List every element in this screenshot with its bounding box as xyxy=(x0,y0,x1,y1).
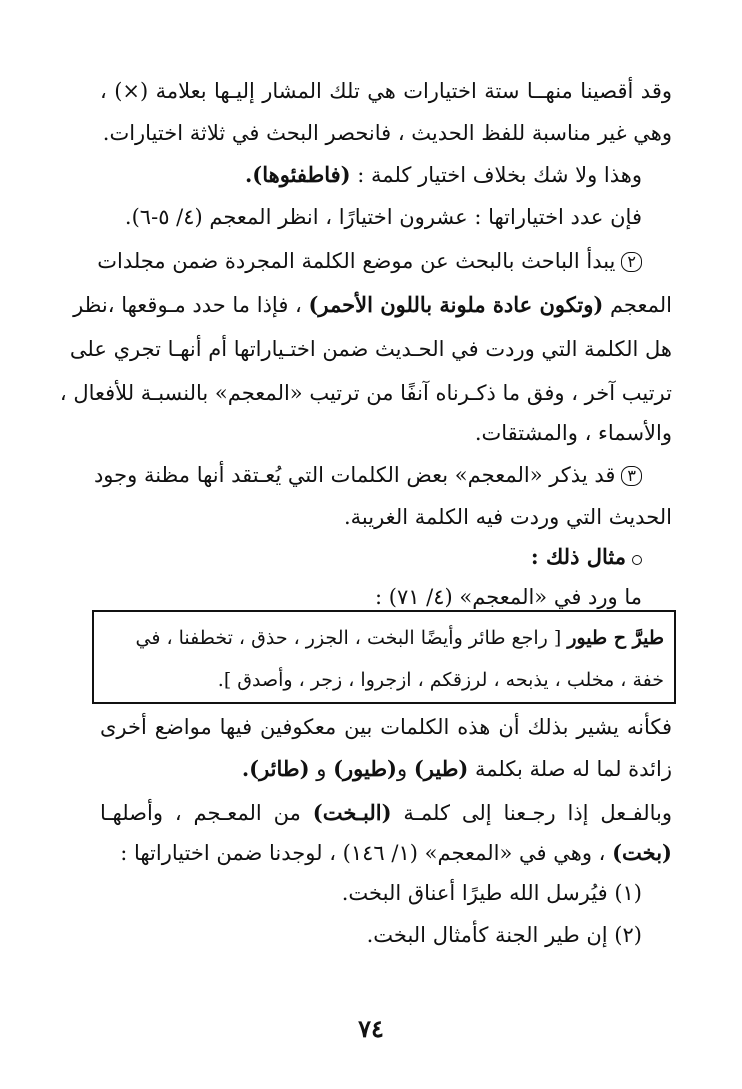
text-line-18-b: ، وهي في «المعجم» (١/ ١٤٦) ، لوجدنا ضمن اختياراتها : xyxy=(120,841,613,865)
text-line-17 xyxy=(100,798,672,828)
text-line-19: (١) فيُرسل الله طيرًا أعناق البخت. xyxy=(341,881,642,905)
text-line-17-a: وبالفـعل إذا رجـعنا إلى كلمـة xyxy=(391,801,672,825)
text-line-16-f: (طائر). xyxy=(241,756,310,781)
box-head: طيرَّ ح طيور xyxy=(567,627,664,649)
text-line-15: فكأنه يشير بذلك أن هذه الكلمات بين معكوفين فيها مواضع أخرى xyxy=(100,715,672,739)
text-line-18 xyxy=(100,838,672,868)
box-line-1 xyxy=(102,624,664,652)
text-line-20: (٢) إن طير الجنة كأمثال البخت. xyxy=(366,923,642,947)
text-line-3-b: (فاطفئوها). xyxy=(245,162,351,187)
text-line-12 xyxy=(100,542,672,572)
box-line-2: خفة ، مخلب ، يذبحه ، لرزقكم ، ازجروا ، زجر ، وأصدق ]. xyxy=(217,669,664,691)
text-line-1: وقد أقصينا منهــا ستة اختيارات هي تلك المشار إليـها بعلامة (×) ، xyxy=(100,79,672,103)
text-line-17-c: من المعـجم ، وأصلهـا xyxy=(100,801,313,825)
text-line-10-a: قد يذكر «المعجم» بعض الكلمات التي يُعـتقد أنها مظنة وجود xyxy=(93,463,616,487)
text-line-16-e: و xyxy=(309,757,334,781)
text-line-2: وهي غير مناسبة للفظ الحديث ، فانحصر البحث في ثلاثة اختيارات. xyxy=(102,121,672,145)
text-line-6-b: (وتكون عادة ملونة باللون الأحمر) xyxy=(308,292,604,317)
text-line-6 xyxy=(73,290,672,320)
text-line-13: ما ورد في «المعجم» (٤/ ٧١) : xyxy=(374,585,642,609)
bullet-icon xyxy=(632,555,642,565)
text-line-8: ترتيب آخر ، وفق ما ذكـرناه آنفًا من ترتيب «المعجم» بالنسبـة للأفعال ، xyxy=(59,381,672,405)
text-line-6-a: المعجم xyxy=(603,293,672,317)
page-number: ٧٤ xyxy=(358,1014,384,1043)
quoted-entry-box xyxy=(92,610,676,704)
item-number-3: ٣ xyxy=(621,466,642,486)
text-line-16-d: (طيور) xyxy=(333,756,397,781)
text-line-17-b: (البـخت) xyxy=(312,800,392,825)
text-line-11: الحديث التي وردت فيه الكلمة الغريبة. xyxy=(343,505,672,529)
text-line-10 xyxy=(93,460,672,490)
item-number-2: ٢ xyxy=(621,252,642,272)
text-line-6-c: ، فإذا ما حدد مـوقعها ،نظر xyxy=(73,293,309,317)
text-line-5 xyxy=(97,246,672,276)
text-line-16-a: زائدة لما له صلة بكلمة xyxy=(468,757,672,781)
text-line-12-a: مثال ذلك : xyxy=(530,544,626,569)
text-line-18-a: (بخت) xyxy=(612,840,672,865)
text-line-7: هل الكلمة التي وردت في الحـديث ضمن اختـياراتها أم أنهـا تجري على xyxy=(69,337,672,361)
text-line-16-b: (طير) xyxy=(413,756,469,781)
text-line-3-a: وهذا ولا شك بخلاف اختيار كلمة : xyxy=(350,163,642,187)
text-line-16 xyxy=(100,754,672,784)
text-line-9: والأسماء ، والمشتقات. xyxy=(474,421,672,445)
box-line-1-text: [ راجع طائر وأيضًا البخت ، الجزر ، حذق ، تخطفنا ، في xyxy=(135,627,568,649)
text-line-16-c: و xyxy=(397,757,414,781)
text-line-5-a: يبدأ الباحث بالبحث عن موضع الكلمة المجردة ضمن مجلدات xyxy=(97,249,616,273)
text-line-3 xyxy=(100,160,672,190)
text-line-4: فإن عدد اختياراتها : عشرون اختيارًا ، انظر المعجم (٤/ ٥-٦). xyxy=(124,205,642,229)
